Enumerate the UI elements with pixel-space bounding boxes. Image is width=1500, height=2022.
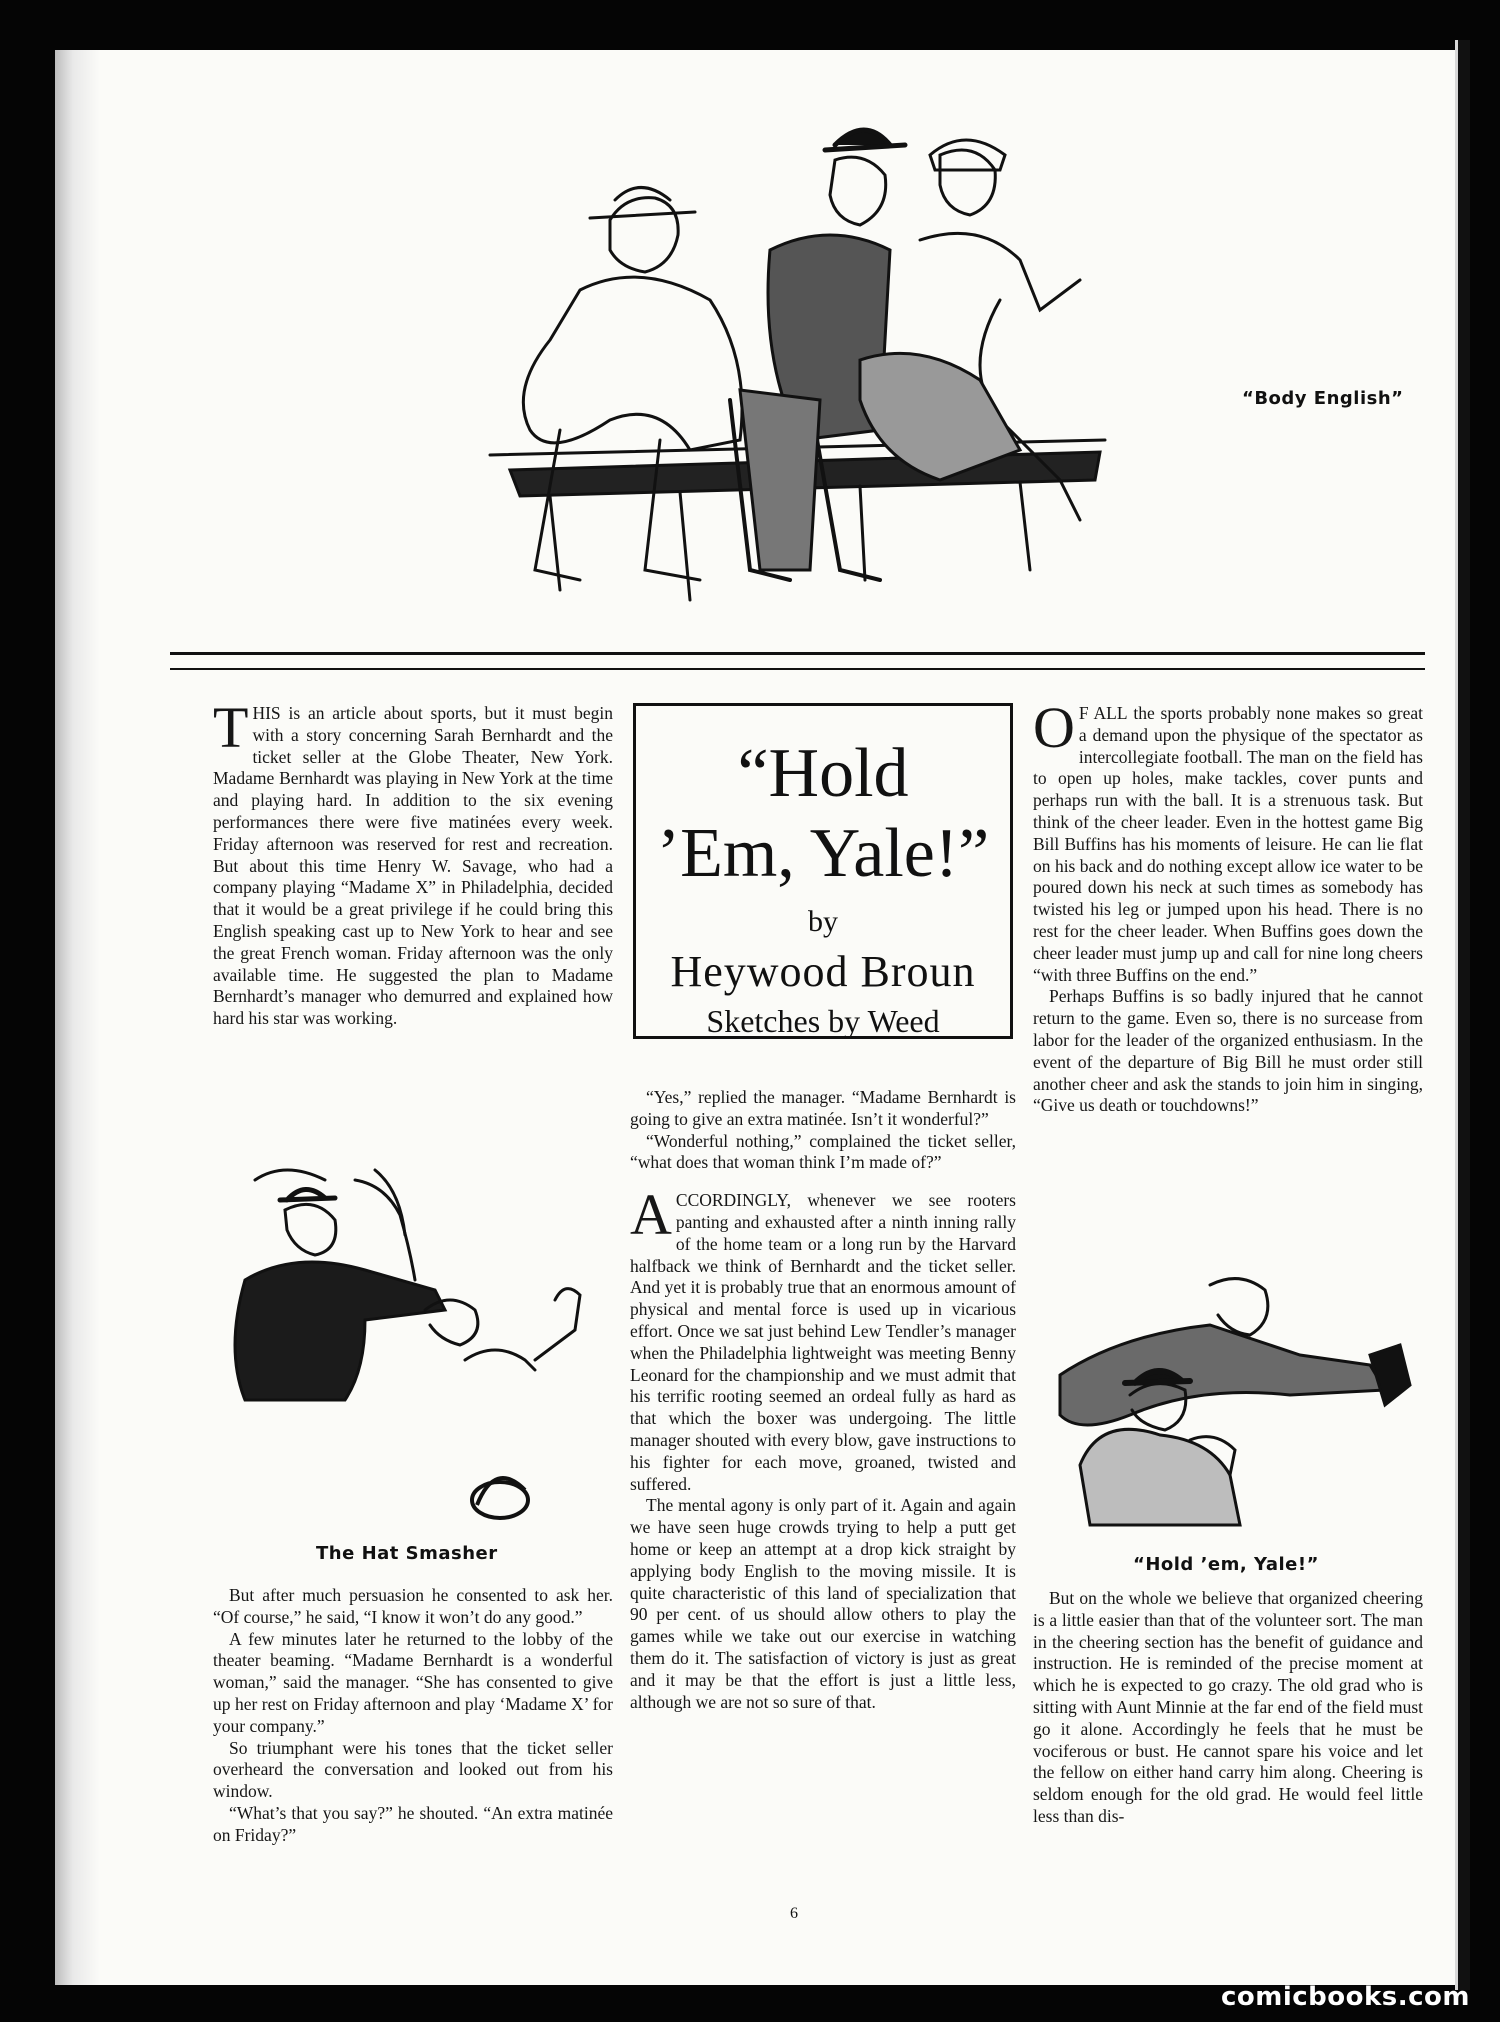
hold-em-yale-illustration [1040, 1265, 1420, 1535]
col2-p3-lead: CCORDINGLY, [675, 1190, 791, 1211]
article-column-3-continued [1033, 1588, 1423, 1828]
col3-paragraph-1 [1033, 695, 1423, 986]
page-number: 6 [790, 1905, 798, 1922]
header-rule-thick [170, 652, 1425, 655]
col3-paragraph-3: But on the whole we believe that organized cheering is a little easier than that of the volunteer sort. The man in the cheering section has the benefit of guidance and instruction. He is reminded of the precise moment at which he is expected to go crazy. The old grad who is sitting with Aunt Minnie at the far end of the field must go it alone. Accordingly he feels that he must be vociferous or bust. He cannot spare his voice and let the fellow on either hand carry him along. Cheering is seldom enough for the old grad. He would feel little less than dis- [1033, 1588, 1423, 1826]
body-english-illustration [440, 100, 1140, 640]
col2-p3-text: whenever we see rooters panting and exhausted after a ninth inning rally of the home team or a long run by the Harvard halfback we think of Bernhardt and the ticket seller. And yet it is probably true that an enormous amount of physical and mental force is used up in vicarious effort. Once we sat just behind Lew Tendler’s manager when the Philadelphia lightweight was meeting Benny Leonard for the championship and we must admit that his terrific rooting seemed an ordeal fully as hard as that which the boxer was undergoing. The little manager shouted with every blow, gave instructions to his fighter for each move, groaned, twisted and suffered. [630, 1190, 1016, 1494]
col1-p1-text: HIS is an article about sports, but it must begin with a story concerning Sarah Bernhardt and the ticket seller at the Globe Theater, New York. Madame Bernhardt was playing in New York at the time and playing hard. In addition to the six evening performances there were five matinées every week. Friday afternoon was reserved for rest and recreation. But about this time Henry W. Savage, who had a company playing “Madame X” in Philadelphia, decided that it would be a great privilege if he could bring this English speaking cast up to New York to hear and see the great French woman. Friday afternoon was the only available time. He suggested the plan to Madame Bernhardt’s manager who demurred and explained how hard his star was working. [213, 703, 613, 1029]
watermark-logo: comicbooks.com [1220, 1982, 1470, 2012]
col1-paragraph-3: A few minutes later he returned to the lobby of the theater beaming. “Madame Bernhardt is a wonderful woman,” said the manager. “She has consented to give up her rest on Friday afternoon and play ‘Madame X’ for your company.” [213, 1628, 613, 1736]
col1-paragraph-4: So triumphant were his tones that the ticket seller overheard the conversation and looked out from his window. [213, 1737, 613, 1802]
caption-body-english: “Body English” [1242, 388, 1404, 409]
page-spine-shadow [55, 50, 100, 1985]
col3-p1-lead: F ALL [1078, 703, 1128, 723]
next-page-edge [1455, 40, 1470, 1990]
col2-paragraph-2: “Wonderful nothing,” complained the ticket seller, “what does that woman think I’m made of?” [630, 1130, 1016, 1173]
col3-p1-text: the sports probably none makes so great a demand upon the physique of the spectator as intercollegiate football. The man on the field has to open up holes, make tackles, cover punts and perhaps run with the ball. It is a strenuous task. But think of the cheer leader. Even in the hottest game Big Bill Buffins has his moments of leisure. He can lie flat on his back and do nothing except allow ice water to be poured down his neck at such times as somebody has twisted his leg or jumped upon his head. There is no rest for the cheer leader. When Buffins goes down the cheer leader must jump up and call for nine long cheers “with three Buffins on the end.” [1033, 703, 1423, 985]
article-column-3 [1033, 695, 1423, 1117]
caption-hold-em-yale: “Hold ’em, Yale!” [1133, 1554, 1319, 1575]
caption-hat-smasher: The Hat Smasher [316, 1543, 498, 1564]
article-title-box [633, 703, 1013, 1039]
col1-paragraph-5: “What’s that you say?” he shouted. “An extra matinée on Friday?” [213, 1802, 613, 1845]
drop-cap-a: A [630, 1182, 672, 1248]
author-name: Heywood Broun [670, 947, 976, 996]
drop-cap-o: O [1033, 695, 1075, 760]
col3-paragraph-2: Perhaps Buffins is so badly injured that he cannot return to the game. Even so, there is no surcease from labor for the leader of the organized enthusiasm. In the event of the departure of Big Bill he must order still another cheer and ask the stands to join him in singing, “Give us death or touchdowns!” [1033, 986, 1423, 1116]
sketches-credit: Sketches by Weed [706, 1003, 940, 1039]
header-rule-thin [170, 668, 1425, 670]
article-column-1-continued [213, 1585, 613, 1847]
drop-cap-t: T [213, 695, 249, 760]
col1-paragraph-1 [213, 695, 613, 1030]
col2-paragraph-1: “Yes,” replied the manager. “Madame Bernhardt is going to give an extra matinée. Isn’t it wonderful?” [630, 1087, 1016, 1129]
article-title-line-2: ’Em, Yale!” [656, 815, 990, 892]
hat-smasher-illustration [225, 1160, 615, 1530]
col2-paragraph-4: The mental agony is only part of it. Again and again we have seen huge crowds trying to help a putt get home or keep an attempt at a drop kick straight by applying body English to the moving missile. It is quite characteristic of this land of specialization that 90 per cent. of us should allow others to play the games while we take out our exercise in watching them do it. The satisfaction of victory is just as great and it may be that the effort is just a little less, although we are not so sure of that. [630, 1495, 1016, 1712]
article-column-2 [630, 1087, 1016, 1713]
byline-by: by [808, 905, 838, 938]
article-title-line-1: “Hold [737, 735, 909, 812]
col2-paragraph-3 [630, 1182, 1016, 1495]
article-column-1 [213, 695, 613, 1030]
col1-paragraph-2: But after much persuasion he consented to ask her. “Of course,” he said, “I know it won’t do any good.” [213, 1585, 613, 1627]
